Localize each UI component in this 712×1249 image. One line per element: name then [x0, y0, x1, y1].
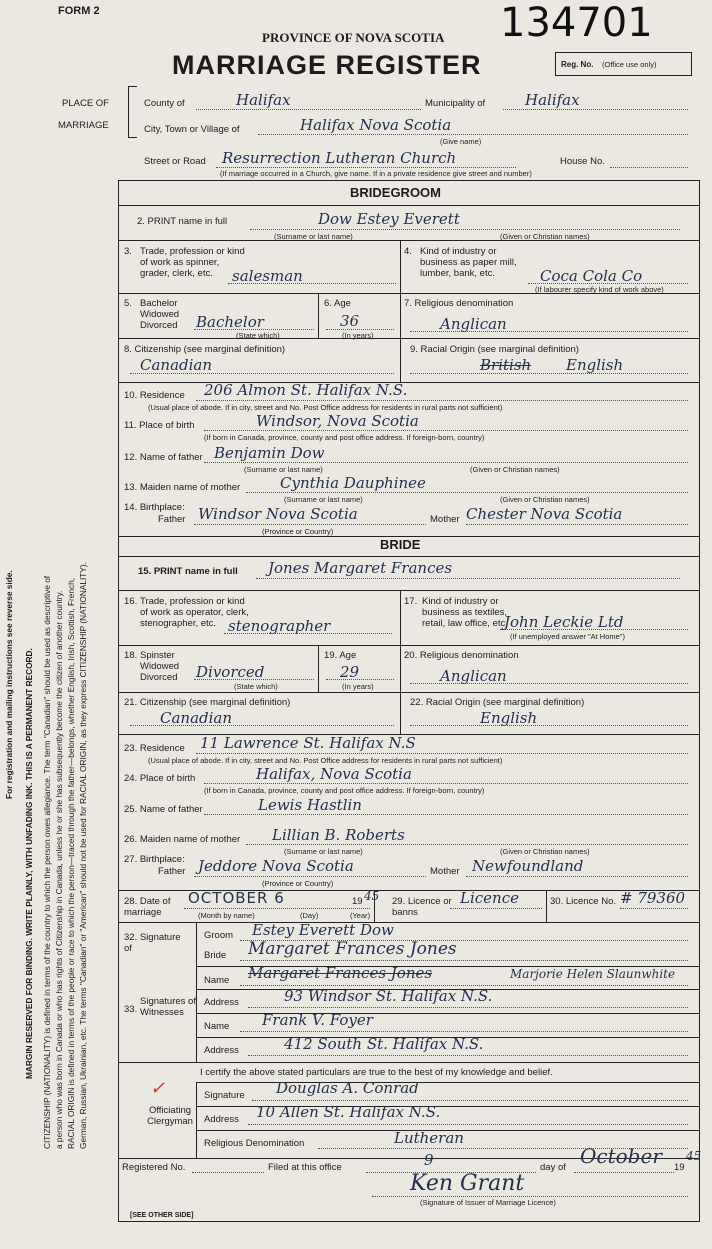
groom-residence: 206 Almon St. Halifax N.S.	[204, 381, 408, 399]
given-note: (Given or Christian names)	[500, 232, 590, 241]
f14-father-label: Father	[158, 514, 186, 525]
groom-mother-birthplace: Chester Nova Scotia	[466, 505, 623, 523]
registration-number: 134701	[500, 0, 653, 46]
witness2-address: 412 South St. Halifax N.S.	[284, 1035, 484, 1053]
f2-label: 2. PRINT name in full	[137, 216, 228, 227]
registered-label: Registered No.	[122, 1162, 186, 1173]
bride-industry: John Leckie Ltd	[504, 613, 624, 631]
f30-label: 30. Licence No.	[550, 896, 617, 907]
groom-sig-label: Groom	[204, 930, 234, 941]
filed-year-prefix: 19	[674, 1162, 685, 1173]
filed-day: 9	[424, 1151, 434, 1169]
city-label: City, Town or Village of	[144, 124, 240, 135]
day-of-label: day of	[540, 1162, 566, 1173]
bride-heading: BRIDE	[380, 537, 421, 552]
page-title: MARRIAGE REGISTER	[172, 50, 482, 80]
place-label-2: MARRIAGE	[58, 120, 109, 131]
f25-label: 25. Name of father	[124, 804, 203, 815]
clergy-signature: Douglas A. Conrad	[276, 1079, 419, 1097]
church-note: (If marriage occurred in a Church, give name. If in a private residence give street and number)	[220, 169, 532, 178]
groom-religion: Anglican	[440, 315, 507, 333]
bride-religion: Anglican	[440, 667, 507, 685]
f24-note: (If born in Canada, province, county and post office address. If foreign-born, country)	[204, 786, 485, 795]
prov-note-2: (Province or Country)	[262, 879, 334, 888]
f29-label: 29. Licence or banns	[392, 896, 452, 918]
groom-birthplace: Windsor, Nova Scotia	[256, 412, 419, 430]
state-which-2: (State which)	[234, 682, 278, 691]
f18-label: Spinster Widowed Divorced	[140, 650, 180, 683]
groom-trade: salesman	[232, 267, 303, 285]
f27-father-label: Father	[158, 866, 186, 877]
bride-trade: stenographer	[228, 617, 331, 635]
f21-label: 21. Citizenship (see marginal definition)	[124, 697, 291, 708]
f19-label: 19. Age	[324, 650, 357, 661]
clergy-signature-label: Signature	[204, 1090, 245, 1101]
f17-label: Kind of industry or business as textiles, retail, law office, etc.	[422, 596, 508, 629]
margin-line-2: MARGIN RESERVED FOR BINDING. WRITE PLAINLY, WITH UNFADING INK. THIS IS A PERMANENT RECORD.	[24, 648, 34, 1079]
reg-no-note: (Office use only)	[602, 60, 657, 69]
f10-note: (Usual place of abode. If in city, street and No. Post Office address for residents in rural parts not sufficient)	[148, 403, 503, 412]
filed-month: October	[580, 1144, 662, 1168]
f23-note: (Usual place of abode. If in city, street and No. Post Office address for residents in rural parts not sufficient)	[148, 756, 503, 765]
bride-residence: 11 Lawrence St. Halifax N.S	[200, 734, 416, 752]
clergy-label: Officiating Clergyman	[147, 1105, 193, 1127]
bride-status: Divorced	[196, 663, 265, 681]
w2-name-label: Name	[204, 1021, 230, 1032]
bride-father: Lewis Hastlin	[258, 796, 362, 814]
f26-label: 26. Maiden name of mother	[124, 834, 241, 845]
house-label: House No.	[560, 156, 605, 167]
f33-num: 33.	[124, 1004, 138, 1015]
filed-year: 45	[686, 1149, 702, 1163]
city-value: Halifax Nova Scotia	[300, 116, 452, 134]
surname-note-2: (Surname or last name)	[244, 465, 323, 474]
f6-label: 6. Age	[324, 298, 351, 309]
bride-origin: English	[480, 709, 538, 727]
groom-father: Benjamin Dow	[214, 444, 325, 462]
county-label: County of	[144, 98, 185, 109]
reg-no-box	[555, 52, 692, 76]
f11-label: 11. Place of birth	[124, 420, 195, 431]
street-label: Street or Road	[144, 156, 206, 167]
margin-instructions	[0, 0, 100, 1249]
margin-line-3: CITIZENSHIP (NATIONALITY) is defined in terms of the country to which the person owes allegiance. The term "Canadian" should be used as descriptive of	[42, 575, 52, 1149]
bride-sig-label: Bride	[204, 950, 227, 961]
groom-industry: Coca Cola Co	[540, 267, 643, 285]
f28-label: 28. Date of marriage	[124, 896, 171, 918]
in-years-2: (In years)	[342, 682, 374, 691]
bride-mother-birthplace: Newfoundland	[472, 857, 584, 875]
f17-note: (If unemployed answer "At Home")	[510, 632, 625, 641]
prov-note-1: (Province or Country)	[262, 527, 334, 536]
f27-mother-label: Mother	[430, 866, 460, 877]
f11-note: (If born in Canada, province, county and post office address. If foreign-born, country)	[204, 433, 485, 442]
groom-father-birthplace: Windsor Nova Scotia	[198, 505, 358, 523]
f9-label: 9. Racial Origin (see marginal definition)	[410, 344, 579, 355]
f7-label: 7. Religious denomination	[404, 298, 514, 309]
bride-age: 29	[340, 663, 360, 681]
marriage-register-page: For registration and mailing instructions see reverse side. MARGIN RESERVED FOR BINDING. WRITE PLAINLY, WITH UNFADING INK. THIS IS A PERMANENT RECORD. CITIZENSHIP (NATIONALITY) is defined in terms of the country to which the person owes allegiance. The term "Canadian" should be used as descriptive of a person who was born in Canada or who has rights of Citizenship in Canada, unless he or she has subsequently become the citizen of another country. RACIAL ORIGIN is defined in terms of the people or race to which the person—traced through the father—belongs, whether English, Irish, Scottish, French, German, Russian, Ukrainian, etc. The terms "Canadian" or "American" should not be used for RACIAL ORIGIN, as they express CITIZENSHIP (NATIONALITY). FORM 2 134701 PROVINCE OF NOVA SCOTIA MARRIAGE REGISTER Reg. No. (Office use only) PLACE OF MARRIAGE County of Halifax Municipality of Halifax City, Town or Village of Halifax Nova Scotia (Give name) Street or Road Resurrection Lutheran Church House No. (If marriage occurred in a Church, give name. If in a private residence give street and number) BRIDEGROOM 2. PRINT name in full Dow Estey Everett (Surname or last name) (Given or Christian names) 3. Trade, profession or kind of work as spinner, grader, clerk, etc. salesman 4. Kind of industry or business as paper mill, lumber, bank, etc. Coca Cola Co (If labourer specify kind of work above) 5. Bachelor Widowed Divorced Bachelor (State which) 6. Age 36 (In years) 7. Religious denomination Anglican 8. Citizenship (see marginal definition) Canadian 9. Racial Origin (see marginal definition) British English 10. Residence 206 Almon St. Halifax N.S. (Usual place of abode. If in city, street and No. Post Office address for residents in rural parts not sufficient) 11. Place of birth Windsor, Nova Scotia (If born in Canada, province, county and post office address. If foreign-born, country) 12. Name of father Benjamin Dow (Surname or last name) (Given or Christian names) 13. Maiden name of mother Cynthia Dauphinee (Surname or last name) (Given or Christian names) 14. Birthplace: Father Windsor Nova Scotia Mother Chester Nova Scotia (Province or Country) BRIDE 15. PRINT name in full Jones Margaret Frances 16. Trade, profession or kind of work as operator, clerk, stenographer, etc. stenographer 17. Kind of industry or business as textiles, retail, law office, etc. John Leckie Ltd (If unemployed answer "At Home") 18. Spinster Widowed Divorced Divorced (State which) 19. Age 29 (In years) 20. Religious denomination Anglican 21. Citizenship (see marginal definition) Canadian 22. Racial Origin (see marginal definition) English 23. Residence 11 Lawrence St. Halifax N.S (Usual place of abode. If in city, street and No. Post Office address for residents in rural parts not sufficient) 24. Place of birth Halifax, Nova Scotia (If born in Canada, province, county and post office address. If foreign-born, country) 25. Name of father Lewis Hastlin 26. Maiden name of mother Lillian B. Roberts (Surname or last name) (Given or Christian names) 27. Birthplace: Father Jeddore Nova Scotia Mother Newfoundland (Province or Country) 28. Date of marriage OCTOBER 6 19 45 (Month by name) (Day) (Year) 29. Licence or banns Licence 30. Licence No. # 79360 32. Signature of Groom Estey Everett Dow Bride Margaret Frances Jones 33. Signatures of Witnesses Name Margaret Frances Jones Marjorie Helen Slaunwhite Address 93 Windsor St. Halifax N.S. Name Frank V. Foyer Address 412 South St. Halifax N.S. I certify the above stated particulars are true to the best of my knowledge and belief. ✓ Officiating Clergyman Signature Douglas A. Conrad Address 10 Allen St. Halifax N.S. Religious Denomination Lutheran Registered No. Filed at this office 9 day of October 19 45 Ken Grant (Signature of Issuer of Marriage Licence) [SEE OTHER SIDE]	[0, 0, 712, 1249]
street-value: Resurrection Lutheran Church	[222, 149, 457, 167]
in-years-1: (In years)	[342, 331, 374, 340]
f15-label: 15. PRINT name in full	[138, 566, 238, 577]
form-number: FORM 2	[58, 5, 100, 17]
reg-no-label: Reg. No.	[561, 60, 594, 69]
bridegroom-heading: BRIDEGROOM	[350, 185, 441, 200]
witness1-name: Marjorie Helen Slaunwhite	[510, 967, 676, 981]
witness1-struck: Margaret Frances Jones	[248, 964, 433, 982]
groom-origin: English	[566, 356, 624, 374]
w1-name-label: Name	[204, 975, 230, 986]
clergy-denomination: Lutheran	[394, 1129, 464, 1147]
bride-mother: Lillian B. Roberts	[272, 826, 405, 844]
licence-or-banns: Licence	[460, 889, 519, 907]
day-note: (Day)	[300, 911, 319, 920]
clergy-address-label: Address	[204, 1114, 239, 1125]
bride-citizenship: Canadian	[160, 709, 233, 727]
f23-label: 23. Residence	[124, 743, 185, 754]
f5-label: Bachelor Widowed Divorced	[140, 298, 180, 331]
bride-father-birthplace: Jeddore Nova Scotia	[198, 857, 354, 875]
month-note: (Month by name)	[198, 911, 255, 920]
marriage-year: 45	[364, 889, 380, 903]
f3-label: Trade, profession or kind of work as spinner, grader, clerk, etc.	[140, 246, 245, 279]
f14-label: 14. Birthplace:	[124, 502, 185, 513]
year-prefix: 19	[352, 896, 363, 907]
groom-name: Dow Estey Everett	[318, 210, 460, 228]
f4-label: Kind of industry or business as paper mill, lumber, bank, etc.	[420, 246, 517, 279]
f12-label: 12. Name of father	[124, 452, 203, 463]
municipality-value: Halifax	[525, 91, 580, 109]
municipality-label: Municipality of	[425, 98, 486, 109]
f16-label: Trade, profession or kind of work as operator, clerk, stenographer, etc.	[140, 596, 249, 629]
certify-text: I certify the above stated particulars are true to the best of my knowledge and belief.	[200, 1067, 553, 1078]
margin-line-1: For registration and mailing instructions see reverse side.	[4, 570, 14, 799]
issuer-signature: Ken Grant	[410, 1171, 525, 1196]
margin-line-5: RACIAL ORIGIN is defined in terms of the people or race to which the person—traced through the father—belongs, whether English, Irish, Scottish, French,	[66, 577, 76, 1149]
bride-name: Jones Margaret Frances	[268, 559, 453, 577]
f10-label: 10. Residence	[124, 390, 185, 401]
filed-label: Filed at this office	[268, 1162, 342, 1173]
county-value: Halifax	[236, 91, 291, 109]
state-which-1: (State which)	[236, 331, 280, 340]
issuer-label: (Signature of Issuer of Marriage Licence)	[420, 1198, 556, 1207]
marriage-date: OCTOBER 6	[188, 889, 285, 907]
given-note-3: (Given or Christian names)	[500, 495, 590, 504]
groom-status: Bachelor	[196, 313, 264, 331]
groom-age: 36	[340, 312, 360, 330]
witnesses-label: Signatures of Witnesses	[140, 996, 196, 1018]
witness1-address: 93 Windsor St. Halifax N.S.	[284, 987, 493, 1005]
f4-note: (If labourer specify kind of work above)	[535, 285, 664, 294]
bride-signature: Margaret Frances Jones	[248, 939, 457, 959]
margin-line-6: German, Russian, Ukrainian, etc. The terms "Canadian" or "American" should not be used for RACIAL ORIGIN, as they express CITIZENSHIP (NATIONALITY).	[78, 562, 88, 1149]
red-tick-mark: ✓	[150, 1078, 166, 1099]
clergy-address: 10 Allen St. Halifax N.S.	[256, 1103, 441, 1121]
given-note-2: (Given or Christian names)	[470, 465, 560, 474]
f14-mother-label: Mother	[430, 514, 460, 525]
bride-birthplace: Halifax, Nova Scotia	[256, 765, 412, 783]
groom-citizenship: Canadian	[140, 356, 213, 374]
w1-address-label: Address	[204, 997, 239, 1008]
f13-label: 13. Maiden name of mother	[124, 482, 241, 493]
f22-label: 22. Racial Origin (see marginal definition)	[410, 697, 585, 708]
clergy-denomination-label: Religious Denomination	[204, 1138, 305, 1149]
f24-label: 24. Place of birth	[124, 773, 196, 784]
w2-address-label: Address	[204, 1045, 239, 1056]
f8-label: 8. Citizenship (see marginal definition)	[124, 344, 286, 355]
surname-note-4: (Surname or last name)	[284, 847, 363, 856]
witness2-name: Frank V. Foyer	[262, 1011, 373, 1029]
groom-origin-struck: British	[480, 356, 532, 374]
see-other-side: [SEE OTHER SIDE]	[130, 1212, 194, 1219]
surname-note-3: (Surname or last name)	[284, 495, 363, 504]
f32-label: 32. Signature of	[124, 932, 181, 954]
f20-label: 20. Religious denomination	[404, 650, 519, 661]
province-title: PROVINCE OF NOVA SCOTIA	[262, 30, 445, 45]
give-name-note: (Give name)	[440, 137, 482, 146]
given-note-4: (Given or Christian names)	[500, 847, 590, 856]
f27-label: 27. Birthplace:	[124, 854, 185, 865]
year-note: (Year)	[350, 911, 371, 920]
margin-line-4: a person who was born in Canada or who has rights of Citizenship in Canada, unless he or she has subsequently become the citizen of another country.	[54, 590, 64, 1149]
groom-mother: Cynthia Dauphinee	[280, 474, 426, 492]
place-label-1: PLACE OF	[62, 98, 109, 109]
place-bracket	[128, 86, 137, 138]
surname-note: (Surname or last name)	[274, 232, 353, 241]
licence-number: # 79360	[620, 889, 686, 907]
groom-signature: Estey Everett Dow	[252, 921, 394, 939]
